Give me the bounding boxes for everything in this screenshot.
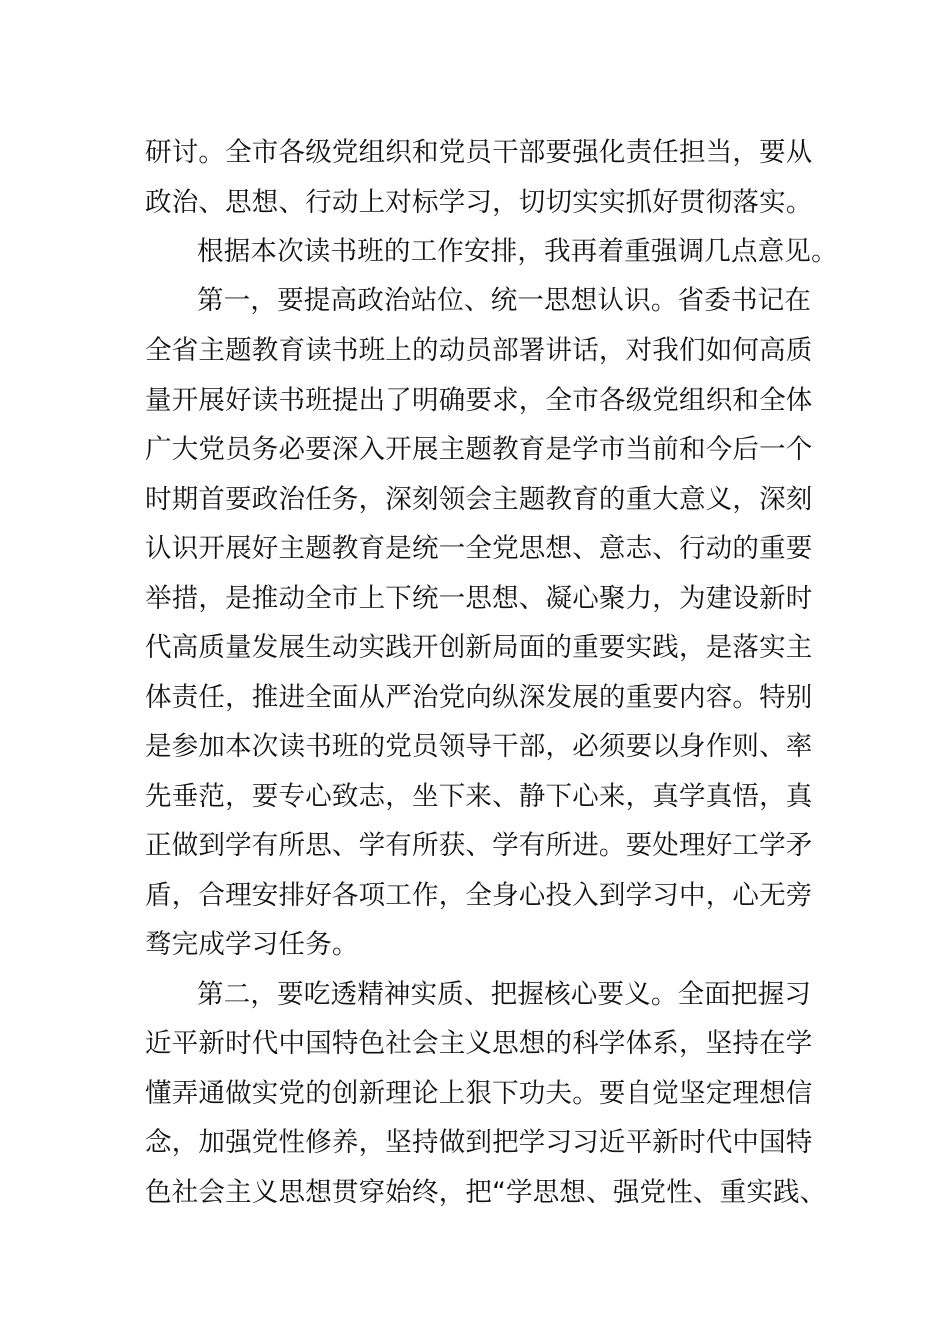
text-line: 举措，是推动全市上下统一思想、凝心聚力，为建设新时 <box>145 583 813 614</box>
text-line: 全省主题教育读书班上的动员部署讲话，对我们如何高质 <box>145 335 813 366</box>
paragraph-start-line: 第二，要吃透精神实质、把握核心要义。全面把握习 <box>197 979 812 1010</box>
text-line: 骛完成学习任务。 <box>145 929 359 960</box>
text-line: 时期首要政治任务，深刻领会主题教育的重大意义，深刻 <box>145 484 813 515</box>
text-line: 广大党员务必要深入开展主题教育是学市当前和今后一个 <box>145 434 813 465</box>
text-line: 研讨。全市各级党组织和党员干部要强化责任担当，要从 <box>145 137 813 168</box>
text-line: 政治、思想、行动上对标学习，切切实实抓好贯彻落实。 <box>145 187 813 218</box>
text-line: 认识开展好主题教育是统一全党思想、意志、行动的重要 <box>145 533 813 564</box>
text-line: 先垂范，要专心致志，坐下来、静下心来，真学真悟，真 <box>145 781 813 812</box>
text-line: 懂弄通做实党的创新理论上狠下功夫。要自觉坚定理想信 <box>145 1078 813 1109</box>
text-line: 量开展好读书班提出了明确要求，全市各级党组织和全体 <box>145 385 813 416</box>
paragraph-start-line: 第一，要提高政治站位、统一思想认识。省委书记在 <box>197 285 812 316</box>
text-line: 盾，合理安排好各项工作，全身心投入到学习中，心无旁 <box>145 880 813 911</box>
text-line: 念，加强党性修养，坚持做到把学习习近平新时代中国特 <box>145 1127 813 1158</box>
text-line: 色社会主义思想贯穿始终，把“学思想、强党性、重实践、 <box>145 1177 827 1208</box>
text-line: 是参加本次读书班的党员领导干部，必须要以身作则、率 <box>145 731 813 762</box>
text-line: 代高质量发展生动实践开创新局面的重要实践，是落实主 <box>145 632 813 663</box>
text-line: 近平新时代中国特色社会主义思想的科学体系，坚持在学 <box>145 1028 813 1059</box>
text-line: 体责任，推进全面从严治党向纵深发展的重要内容。特别 <box>145 682 813 713</box>
text-line: 正做到学有所思、学有所获、学有所进。要处理好工学矛 <box>145 830 813 861</box>
paragraph-start-line: 根据本次读书班的工作安排，我再着重强调几点意见。 <box>197 236 838 267</box>
